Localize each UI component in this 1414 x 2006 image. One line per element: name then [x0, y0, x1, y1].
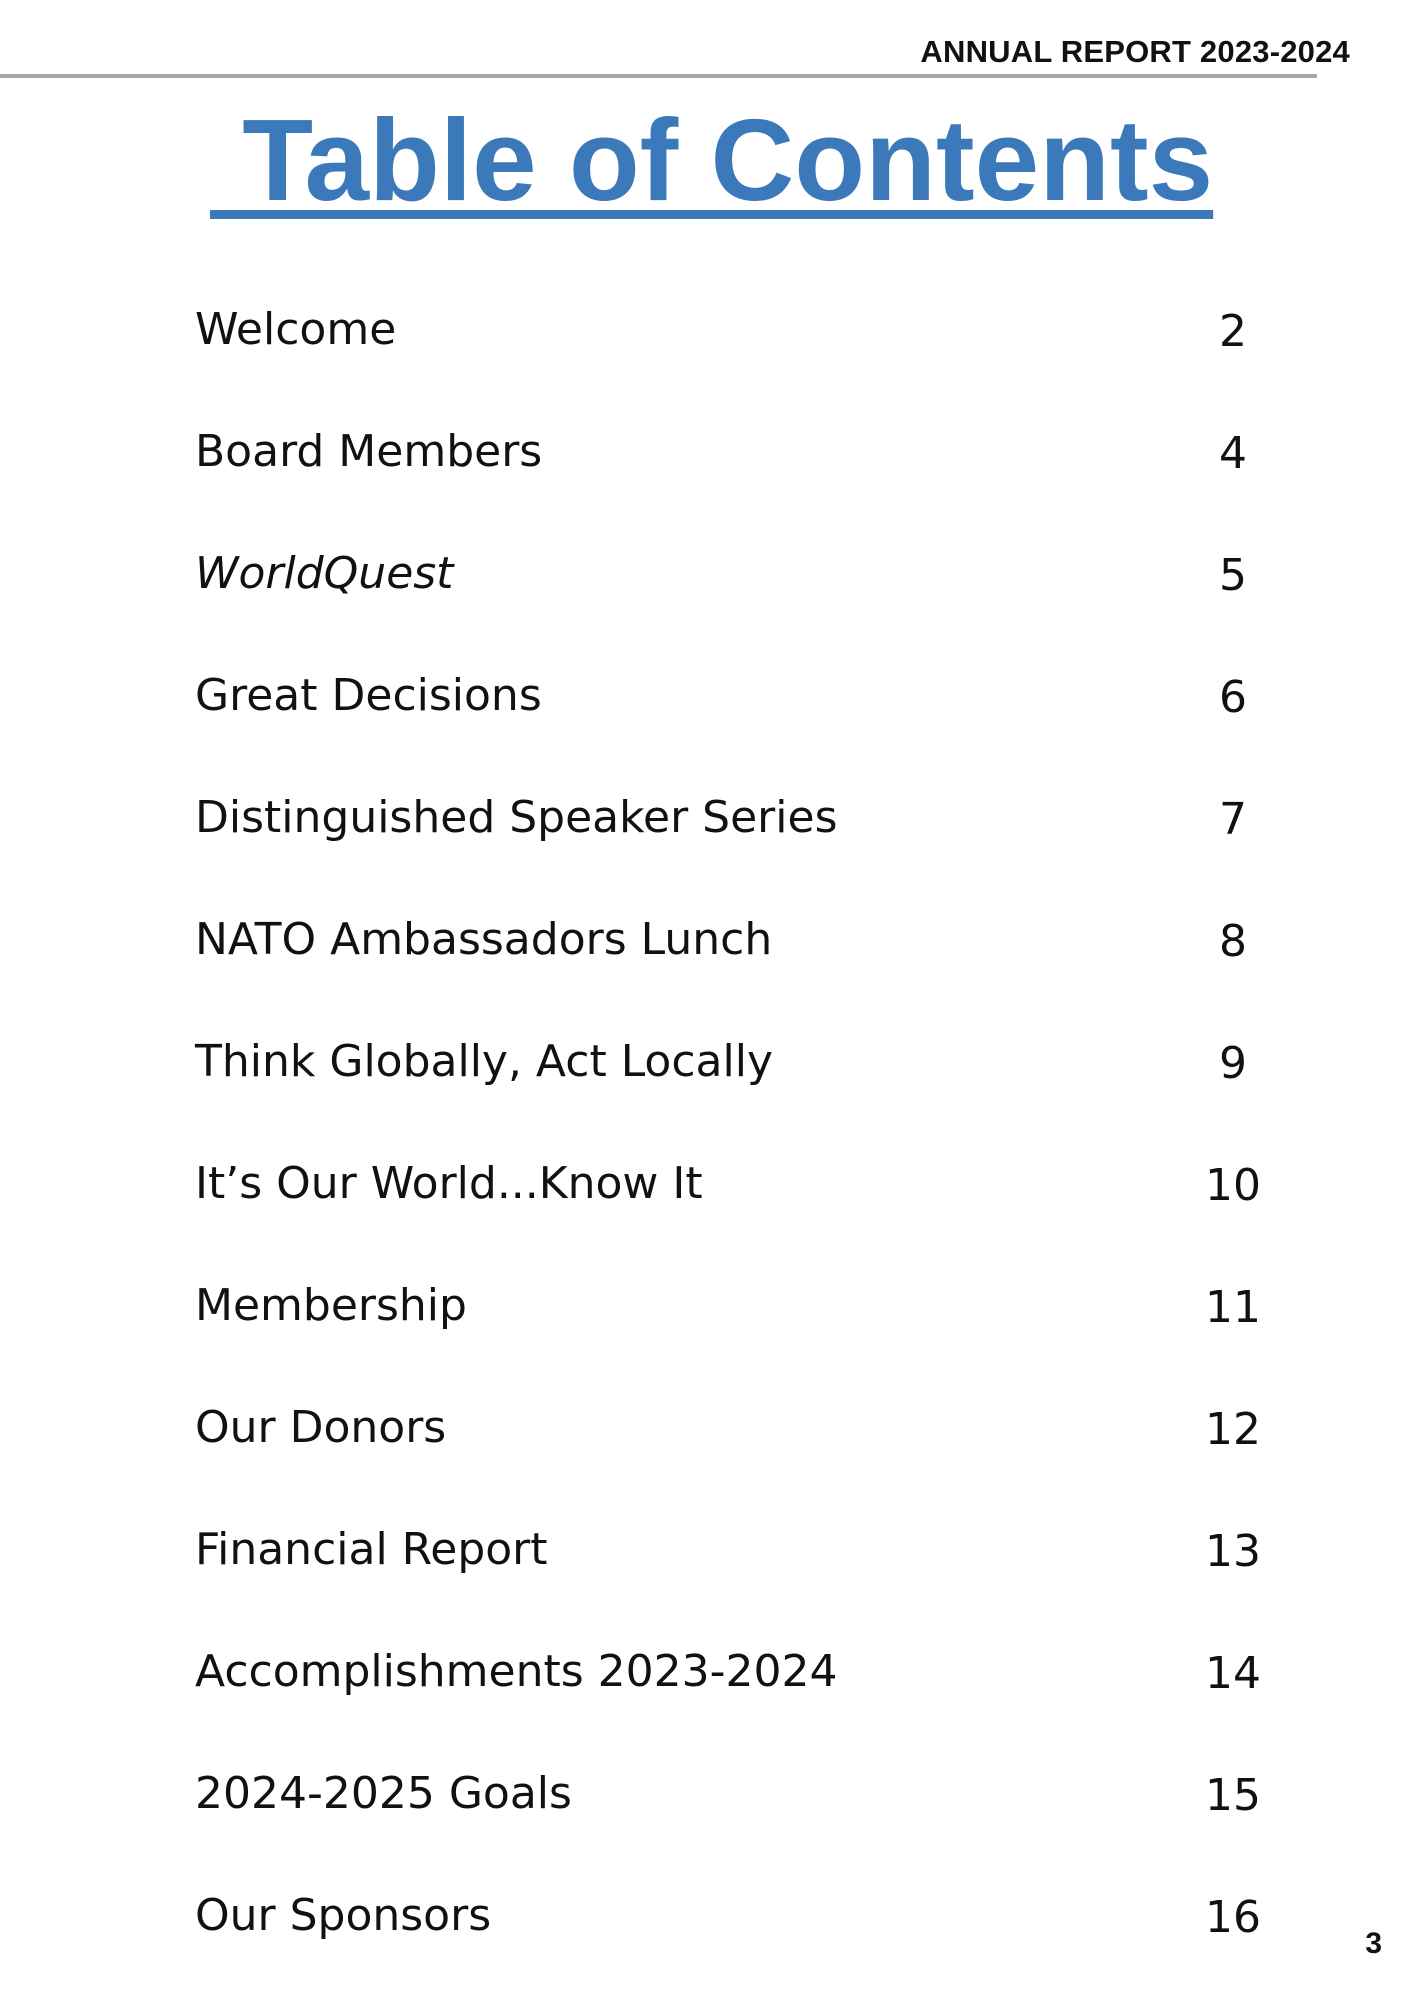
toc-entry-label: Our Sponsors [195, 1890, 492, 1941]
toc-entry-page: 8 [1219, 916, 1247, 967]
toc-entry-page: 15 [1205, 1770, 1261, 1821]
page-title: Table of Contents [210, 95, 1214, 225]
header-divider [0, 74, 1317, 78]
toc-entry-page: 5 [1219, 550, 1247, 601]
toc-entry-label: Financial Report [195, 1524, 548, 1575]
toc-entry-financial-report[interactable] [195, 1518, 1295, 1640]
toc-entry-page: 7 [1219, 794, 1247, 845]
toc-entry-its-our-world[interactable] [195, 1152, 1295, 1274]
report-header-title: ANNUAL REPORT 2023-2024 [920, 34, 1350, 69]
page-number: 3 [1365, 1927, 1382, 1960]
toc-entry-page: 11 [1205, 1282, 1261, 1333]
toc-entry-page: 2 [1219, 306, 1247, 357]
toc-entry-label: WorldQuest [195, 548, 454, 599]
toc-entry-our-sponsors[interactable] [195, 1884, 1295, 2006]
toc-entry-think-globally[interactable] [195, 1030, 1295, 1152]
toc-entry-worldquest[interactable] [195, 542, 1295, 664]
toc-entry-label: NATO Ambassadors Lunch [195, 914, 773, 965]
toc-entry-page: 10 [1205, 1160, 1261, 1211]
toc-entry-membership[interactable] [195, 1274, 1295, 1396]
toc-entry-accomplishments[interactable] [195, 1640, 1295, 1762]
toc-entry-label: Think Globally, Act Locally [195, 1036, 773, 1087]
toc-entry-board-members[interactable] [195, 420, 1295, 542]
toc-entry-page: 9 [1219, 1038, 1247, 1089]
toc-entry-label: It’s Our World...Know It [195, 1158, 703, 1209]
toc-entry-label: Board Members [195, 426, 543, 477]
toc-entry-label: Our Donors [195, 1402, 447, 1453]
toc-entry-label: Great Decisions [195, 670, 542, 721]
toc-entry-label: Accomplishments 2023-2024 [195, 1646, 838, 1697]
toc-entry-great-decisions[interactable] [195, 664, 1295, 786]
toc-entry-page: 6 [1219, 672, 1247, 723]
toc-entry-label: 2024-2025 Goals [195, 1768, 572, 1819]
toc-entry-label: Membership [195, 1280, 467, 1331]
toc-entry-welcome[interactable] [195, 298, 1295, 420]
toc-entry-distinguished-speaker-series[interactable] [195, 786, 1295, 908]
toc-entry-page: 13 [1205, 1526, 1261, 1577]
toc-entry-page: 14 [1205, 1648, 1261, 1699]
toc-entry-page: 4 [1219, 428, 1247, 479]
toc-entry-our-donors[interactable] [195, 1396, 1295, 1518]
toc-entry-label: Distinguished Speaker Series [195, 792, 838, 843]
toc-entry-page: 12 [1205, 1404, 1261, 1455]
toc-entry-goals[interactable] [195, 1762, 1295, 1884]
toc-entry-page: 16 [1205, 1892, 1261, 1943]
toc-entry-label: Welcome [195, 304, 397, 355]
toc-entry-nato-ambassadors-lunch[interactable] [195, 908, 1295, 1030]
table-of-contents [195, 298, 1295, 2006]
